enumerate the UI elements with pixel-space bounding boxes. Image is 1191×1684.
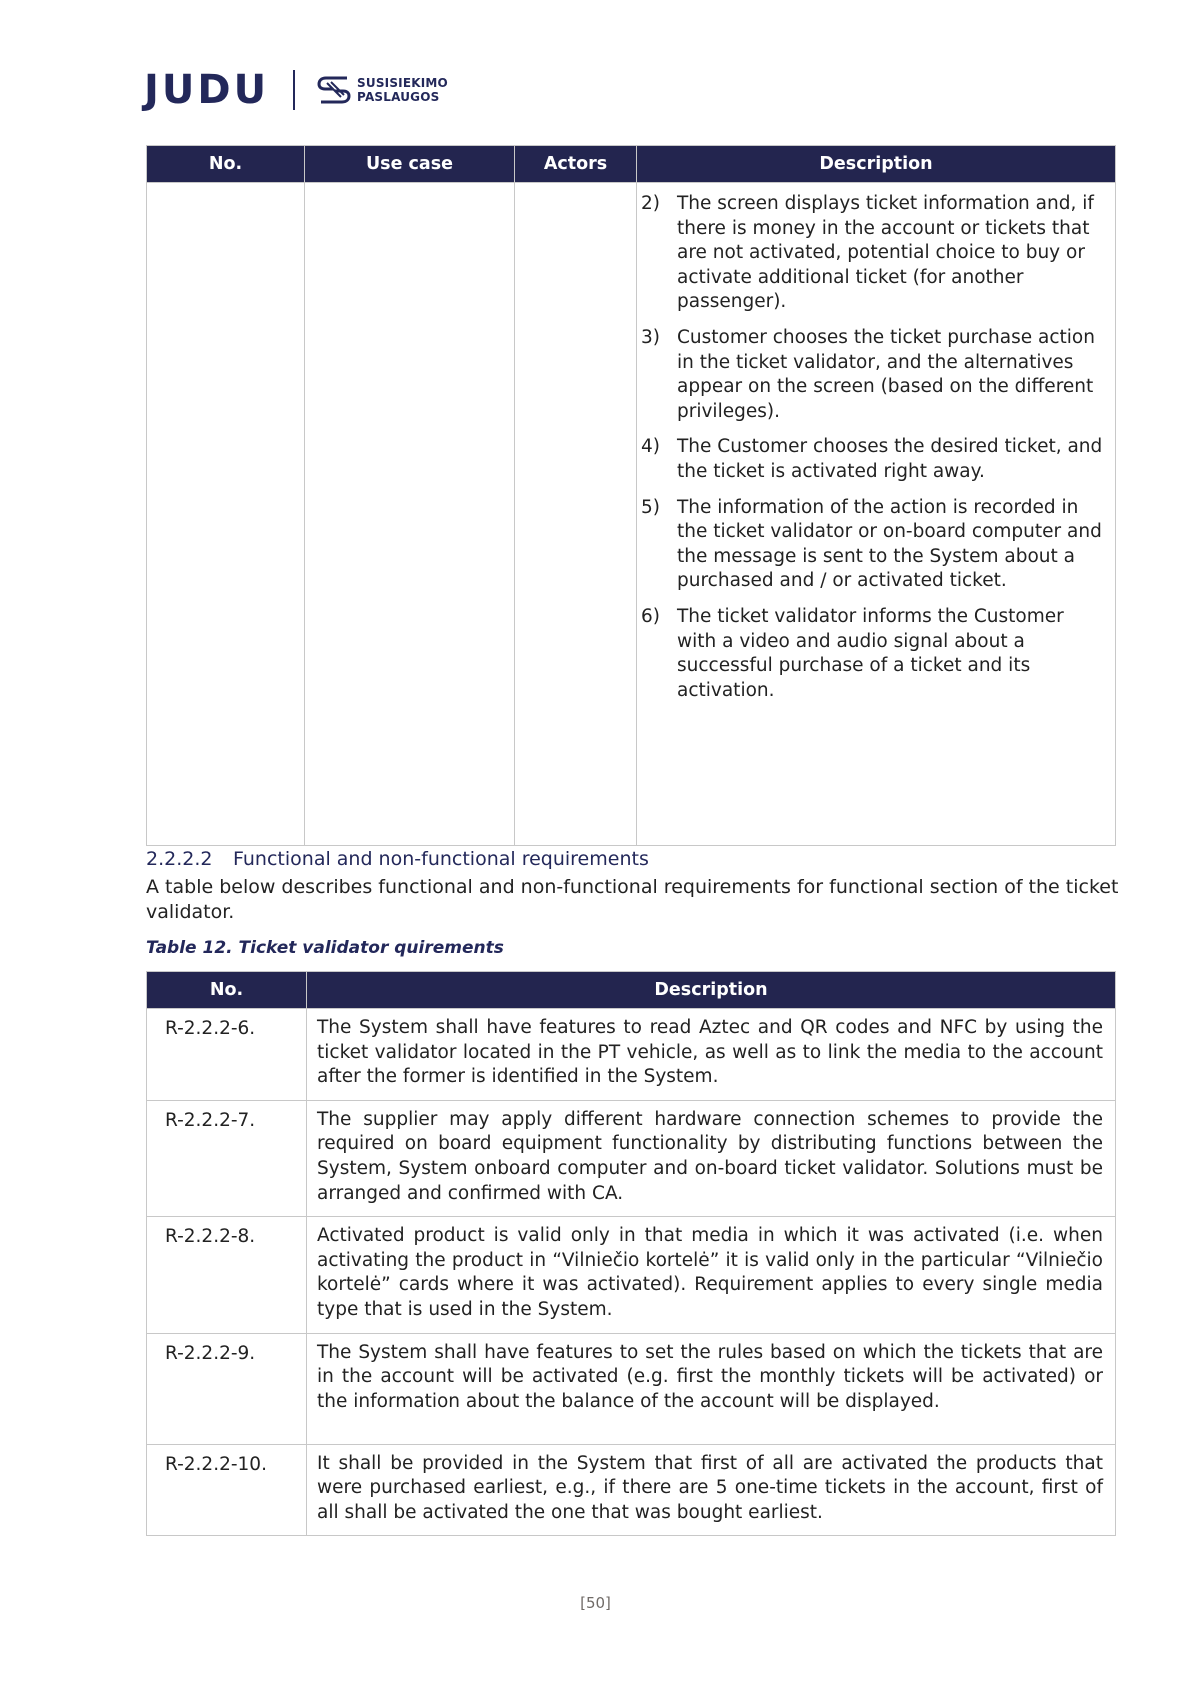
step-item [641,435,1105,484]
logo-divider [293,70,295,110]
table-header-row [147,972,1116,1009]
step-number: 6) [641,605,660,627]
requirement-id: R-2.2.2-10. [147,1444,307,1536]
requirement-description: Activated product is valid only in that media in which it was activated (i.e. when activating the product in “Vilniečio kortelė” it is valid only in the particular “Vilniečio kortelė” cards where it was activated). Requirement applies to every single media type that is used in the System. [307,1217,1116,1333]
requirement-id: R-2.2.2-6. [147,1009,307,1101]
cell-actors [515,183,637,846]
section-heading [146,848,649,870]
step-number: 4) [641,436,660,458]
table-row [147,1100,1116,1216]
judu-logo: JUDU [144,67,270,113]
step-text: Customer chooses the ticket purchase action in the ticket validator, and the alternatives appear on the screen (based on the different privileges). [677,326,1095,422]
requirement-description: The supplier may apply different hardware connection schemes to provide the required on board equipment functionality by distributing functions between the System, System onboard computer and on-board ticket validator. Solutions must be arranged and confirmed with CA. [307,1100,1116,1216]
requirement-description: The System shall have features to read Aztec and QR codes and NFC by using the ticket validator located in the PT vehicle, as well as to link the media to the account after the former is identified in the System. [307,1009,1116,1101]
step-text: The screen displays ticket information and, if there is money in the account or tickets that are not activated, potential choice to buy or activate additional ticket (for another passenger). [677,193,1094,313]
step-list [637,183,1115,703]
cell-use-case [305,183,515,846]
table-caption: Table 12. Ticket validator quirements [146,938,504,958]
wordmark-line-1: SUSISIEKIMO [357,76,448,90]
step-item [641,496,1105,594]
col-header-use-case: Use case [305,146,515,183]
requirement-description: It shall be provided in the System that first of all are activated the products that were purchased earliest, e.g., if there are 5 one-time tickets in the account, first of all shall be activated the one that was bought earliest. [307,1444,1116,1536]
header-logo [144,68,448,112]
table-row [147,1333,1116,1444]
susisiekimo-paslaugos-wordmark [357,76,448,104]
step-item [641,605,1105,703]
requirement-id: R-2.2.2-9. [147,1333,307,1444]
step-text: The ticket validator informs the Customer with a video and audio signal about a successful purchase of a ticket and its activation. [677,605,1064,701]
col-header-no: No. [147,972,307,1009]
requirement-id: R-2.2.2-7. [147,1100,307,1216]
section-number: 2.2.2.2 [146,848,213,870]
cell-description [637,183,1116,846]
step-item [641,326,1105,424]
step-item [641,192,1105,315]
requirement-description: The System shall have features to set the rules based on which the tickets that are in the account will be activated (e.g. first the monthly tickets will be activated) or the information about the balance of the account will be displayed. [307,1333,1116,1444]
col-header-description: Description [637,146,1116,183]
table-header-row [147,146,1116,183]
requirement-id: R-2.2.2-8. [147,1217,307,1333]
wordmark-line-2: PASLAUGOS [357,90,440,104]
section-intro: A table below describes functional and non-functional requirements for functional section of the ticket validator. [146,876,1119,923]
section-title: Functional and non-functional requirements [233,848,649,870]
table-row [147,1217,1116,1333]
table-row [147,183,1116,846]
table-row [147,1009,1116,1101]
requirements-table [146,971,1116,1536]
susisiekimo-paslaugos-logo-icon [317,75,351,105]
step-number: 2) [641,193,660,214]
use-case-table [146,145,1116,846]
page-number: [50] [580,1594,611,1612]
step-text: The Customer chooses the desired ticket, and the ticket is activated right away. [677,436,1103,482]
cell-no [147,183,305,846]
col-header-no: No. [147,146,305,183]
step-text: The information of the action is recorded in the ticket validator or on-board computer and the message is sent to the System about a purchased and / or activated ticket. [677,496,1102,592]
col-header-actors: Actors [515,146,637,183]
step-number: 5) [641,496,660,518]
col-header-description: Description [307,972,1116,1009]
table-row [147,1444,1116,1536]
step-number: 3) [641,326,660,348]
